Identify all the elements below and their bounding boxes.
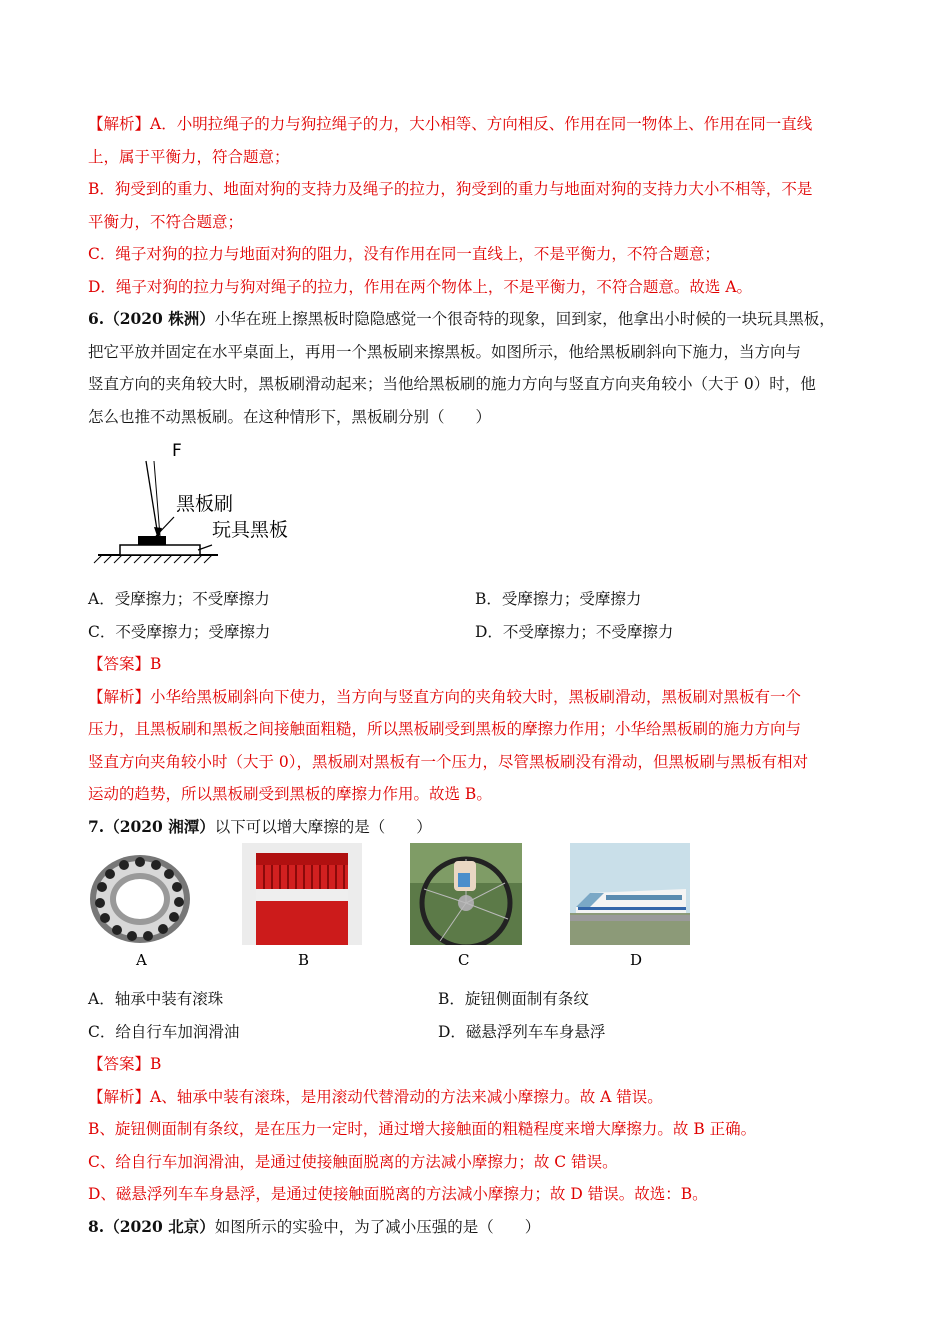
q8-stem: [88, 1211, 868, 1244]
bearing-image: [88, 847, 192, 947]
q7-option-c: C．给自行车加润滑油: [88, 1022, 240, 1041]
force-line: [146, 461, 158, 536]
q6-analysis-line: 竖直方向夹角较小时（大于 0），黑板刷对黑板有一个压力，尽管黑板刷没有滑动，但黑板刷与黑板有相对: [88, 752, 809, 771]
q6-options-row: [88, 583, 868, 616]
image-label-c: C: [458, 951, 470, 969]
q6-analysis-line: 运动的趋势，所以黑板刷受到黑板的摩擦力作用。故选 B。: [88, 785, 492, 803]
blackboard-brush: [138, 536, 166, 545]
q7-option-d: D．磁悬浮列车车身悬浮: [438, 1022, 606, 1041]
q7-option-a: A．轴承中装有滚珠: [88, 990, 224, 1008]
image-label-b: B: [298, 951, 310, 969]
toy-blackboard: [120, 545, 200, 555]
q7-options-row: [88, 983, 868, 1016]
q7-analysis-line: C、给自行车加润滑油，是通过使接触面脱离的方法减小摩擦力；故 C 错误。: [88, 1152, 618, 1171]
q5-analysis-line: B．狗受到的重力、地面对狗的支持力及绳子的拉力，狗受到的重力与地面对狗的支持力大小不相等，不是: [88, 180, 813, 198]
q7-options-row: [88, 1016, 868, 1049]
maglev-train-image: [570, 843, 690, 945]
q6-stem-line: 竖直方向的夹角较大时，黑板刷滑动起来；当他给黑板刷的施力方向与竖直方向夹角较小（大于 0）时，他: [88, 375, 816, 393]
q5-analysis-line: 平衡力，不符合题意；: [88, 212, 244, 231]
q6-source: （2020 株洲）: [104, 309, 215, 328]
q6-analysis-line: 【解析】小华给黑板刷斜向下使力，当方向与竖直方向的夹角较大时，黑板刷滑动，黑板刷对黑板有一个: [88, 687, 802, 706]
board-label: 玩具黑板: [212, 519, 289, 541]
q7-option-b: B．旋钮侧面制有条纹: [438, 990, 589, 1008]
q8-number: 8.: [88, 1216, 105, 1236]
q7-images: [88, 843, 868, 983]
q7-analysis-line: 【解析】A、轴承中装有滚珠，是用滚动代替滑动的方法来减小摩擦力。故 A 错误。: [88, 1087, 663, 1106]
q7-analysis-line: B、旋钮侧面制有条纹，是在压力一定时，通过增大接触面的粗糙程度来增大摩擦力。故 B 正确。: [88, 1120, 757, 1138]
q7-stem: [88, 811, 868, 844]
q8-source: （2020 北京）: [104, 1216, 215, 1236]
q8-stem-text: 如图所示的实验中，为了减小压强的是（ ）: [214, 1217, 541, 1236]
bicycle-oil-image: [410, 843, 522, 945]
document-page: [88, 108, 868, 1243]
force-label: F: [172, 441, 182, 461]
q6-stem-line: 怎么也推不动黑板刷。在这种情形下，黑板刷分别（ ）: [88, 407, 492, 426]
q7-answer: 【答案】B: [88, 1055, 162, 1073]
q7-number: 7.: [88, 816, 105, 836]
q6-stem-line: 把它平放并固定在水平桌面上，再用一个黑板刷来擦黑板。如图所示，他给黑板刷斜向下施力，当方向与: [88, 342, 802, 361]
q6-option-c: C．不受摩擦力；受摩擦力: [88, 622, 271, 641]
q5-analysis-line: D．绳子对狗的拉力与狗对绳子的拉力，作用在两个物体上，不是平衡力，不符合题意。故选 A。: [88, 277, 753, 296]
q7-analysis-line: D、磁悬浮列车车身悬浮，是通过使接触面脱离的方法减小摩擦力；故 D 错误。故选：B。: [88, 1185, 708, 1203]
brush-label: 黑板刷: [176, 493, 234, 515]
q6-answer: 【答案】B: [88, 655, 162, 673]
image-label-d: D: [630, 951, 643, 969]
force-line-edge: [154, 461, 160, 536]
knob-image: [242, 843, 362, 945]
q5-analysis-line: C．绳子对狗的拉力与地面对狗的阻力，没有作用在同一直线上，不是平衡力，不符合题意；: [88, 245, 720, 263]
q6-stem-line: 小华在班上擦黑板时隐隐感觉一个很奇特的现象，回到家，他拿出小时候的一块玩具黑板，: [214, 310, 835, 328]
q5-analysis-line: 【解析】A．小明拉绳子的力与狗拉绳子的力，大小相等、方向相反、作用在同一物体上、作用在同一直线: [88, 115, 813, 133]
q6-option-a: A．受摩擦力；不受摩擦力: [88, 590, 270, 608]
ground-hatching: [94, 555, 212, 563]
q6-options-row: [88, 616, 868, 649]
q5-analysis-line: 上，属于平衡力，符合题意；: [88, 147, 290, 166]
q7-source: （2020 湘潭）: [104, 816, 215, 836]
image-label-a: A: [136, 951, 147, 969]
blackboard-figure: [88, 433, 868, 583]
q6-stem: [88, 303, 868, 336]
q7-stem-text: 以下可以增大摩擦的是（ ）: [214, 817, 432, 836]
q6-number: 6.: [88, 309, 105, 328]
q6-analysis-line: 压力，且黑板刷和黑板之间接触面粗糙，所以黑板刷受到黑板的摩擦力作用；小华给黑板刷的施力方向与: [88, 720, 802, 738]
q6-option-b: B．受摩擦力；受摩擦力: [475, 590, 642, 608]
q6-option-d: D．不受摩擦力；不受摩擦力: [475, 622, 674, 641]
